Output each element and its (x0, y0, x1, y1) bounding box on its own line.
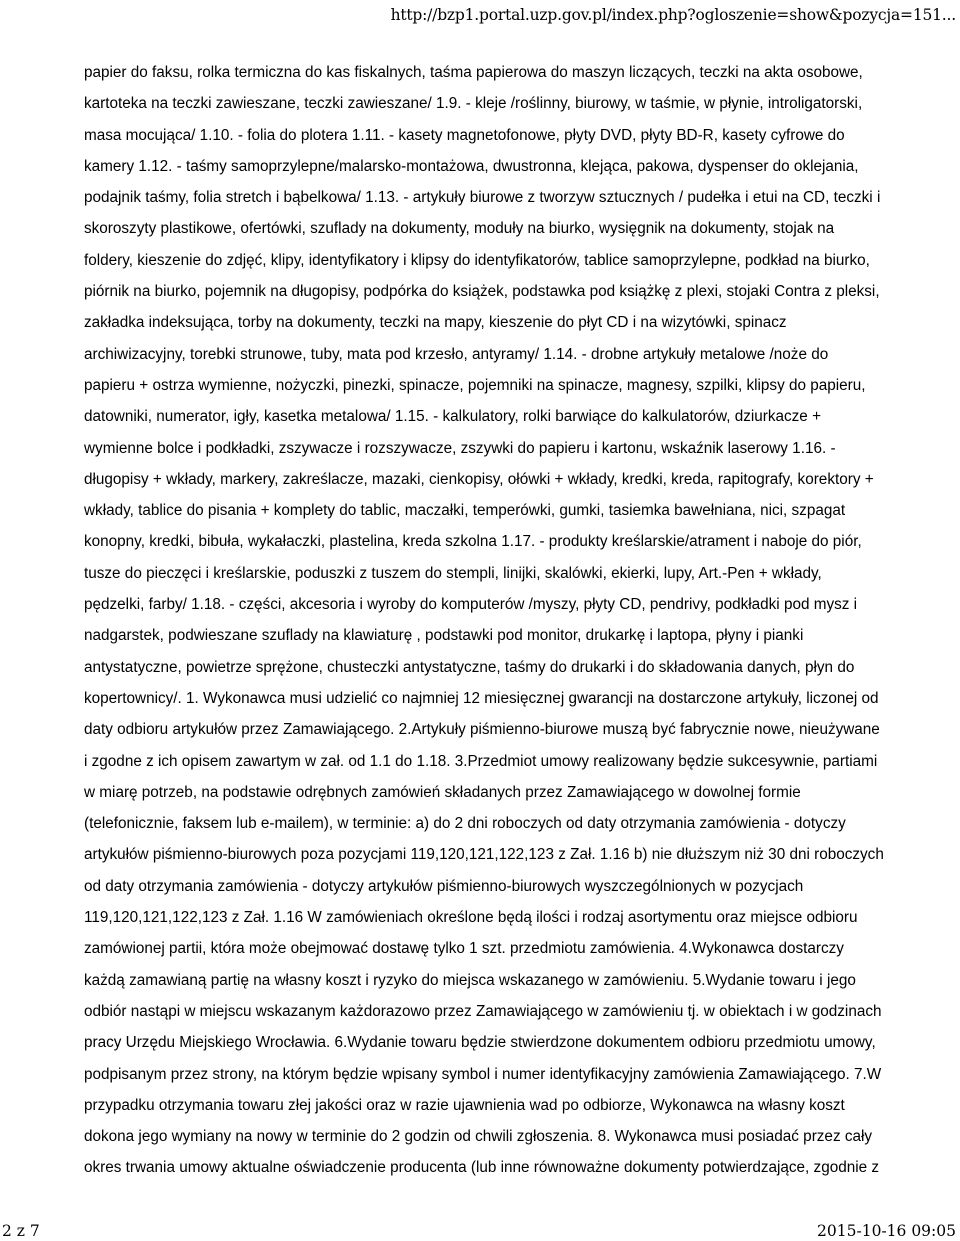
page-indicator: 2 z 7 (2, 1222, 40, 1240)
text-line: konopny, kredki, bibuła, wykałaczki, plastelina, kreda szkolna 1.17. - produkty kreślarskie/atrament i naboje do piór, (84, 533, 862, 551)
text-line: tusze do pieczęci i kreślarskie, poduszki z tuszem do stempli, linijki, skalówki, ekierki, lupy, Art.-Pen + wkłady, (84, 564, 822, 582)
page-url: http://bzp1.portal.uzp.gov.pl/index.php?ogloszenie=show&pozycja=151... (390, 6, 956, 24)
text-line: okres trwania umowy aktualne oświadczenie producenta (lub inne równoważne dokumenty potwierdzające, zgodnie z (84, 1159, 880, 1177)
text-line: przypadku otrzymania towaru złej jakości oraz w razie ujawnienia wad po odbiorze, Wykonawca na własny koszt (84, 1096, 845, 1114)
text-line: w miarę potrzeb, na podstawie odrębnych zamówień składanych przez Zamawiającego w dowolnej formie (84, 783, 801, 801)
text-line: podajnik taśmy, folia stretch i bąbelkowa/ 1.13. - artykuły biurowe z tworzyw sztucznych / pudełka i etui na CD, teczki i (84, 189, 881, 207)
text-line: wymienne bolce i podkładki, zszywacze i rozszywacze, zszywki do papieru i kartonu, wskaźnik laserowy 1.16. - (84, 439, 836, 457)
text-line: kamery 1.12. - taśmy samoprzylepne/malarsko-montażowa, dwustronna, klejąca, pakowa, dyspenser do oklejania, (84, 157, 859, 175)
text-line: podpisanym przez strony, na którym będzie wpisany symbol i numer identyfikacyjny zamówienia Zamawiającego. 7.W (84, 1065, 882, 1083)
text-line: antystatyczne, powietrze sprężone, chusteczki antystatyczne, taśmy do drukarki i do składowania danych, płyn do (84, 658, 855, 676)
text-line: piórnik na biurko, pojemnik na długopisy, podpórka do książek, podstawka pod książkę z plexi, stojaki Contra z pleksi, (84, 283, 880, 301)
text-line: artykułów piśmienno-biurowych poza pozycjami 119,120,121,122,123 z Zał. 1.16 b) nie dłuższym niż 30 dni roboczych (84, 846, 884, 864)
text-line: masa mocująca/ 1.10. - folia do plotera 1.11. - kasety magnetofonowe, płyty DVD, płyty BD-R, kasety cyfrowe do (84, 126, 845, 144)
text-line: długopisy + wkłady, markery, zakreślacze, mazaki, cienkopisy, ołówki + wkłady, kredki, kreda, rapitografy, korektory + (84, 470, 874, 488)
text-line: wkłady, tablice do pisania + komplety do tablic, maczałki, temperówki, gumki, tasiemka bawełniana, nici, szpagat (84, 502, 846, 520)
text-line: datowniki, numerator, igły, kasetka metalowa/ 1.15. - kalkulatory, rolki barwiące do kalkulatorów, dziurkacze + (84, 408, 821, 426)
text-line: daty odbioru artykułów przez Zamawiającego. 2.Artykuły piśmienno-biurowe muszą być fabrycznie nowe, nieużywane (84, 721, 880, 739)
text-line: kopertownicy/. 1. Wykonawca musi udzielić co najmniej 12 miesięcznej gwarancji na dostarczone artykuły, liczonej od (84, 689, 879, 707)
text-line: zamówionej partii, która może obejmować dostawę tylko 1 szt. przedmiotu zamówienia. 4.Wykonawca dostarczy (84, 940, 844, 958)
text-line: kartoteka na teczki zawieszane, teczki zawieszane/ 1.9. - kleje /roślinny, biurowy, w taśmie, w płynie, introligatorski, (84, 95, 863, 113)
text-line: zakładka indeksująca, torby na dokumenty, teczki na mapy, kieszenie do płyt CD i na wizytówki, spinacz (84, 314, 787, 332)
text-line: nadgarstek, podwieszane szuflady na klawiaturę , podstawki pod monitor, drukarkę i laptopa, płyny i pianki (84, 627, 804, 645)
print-timestamp: 2015-10-16 09:05 (817, 1222, 956, 1240)
text-line: papier do faksu, rolka termiczna do kas fiskalnych, taśma papierowa do maszyn liczących, teczki na akta osobowe, (84, 64, 863, 81)
text-line: odbiór nastąpi w miejscu wskazanym każdorazowo przez Zamawiającego w zamówieniu tj. w obiektach i w godzinach (84, 1002, 882, 1020)
text-line: foldery, kieszenie do zdjęć, klipy, identyfikatory i klipsy do identyfikatorów, tablice samoprzylepne, podkład na biurko, (84, 251, 870, 269)
text-line: papieru + ostrza wymienne, nożyczki, pinezki, spinacze, pojemniki na spinacze, magnesy, szpilki, klipsy do papieru, (84, 376, 866, 394)
text-line: (telefonicznie, faksem lub e-mailem), w terminie: a) do 2 dni roboczych od daty otrzymania zamówienia - dotyczy (84, 815, 846, 833)
text-line: i zgodne z ich opisem zawartym w zał. od 1.1 do 1.18. 3.Przedmiot umowy realizowany będzie sukcesywnie, partiami (84, 752, 878, 770)
text-line: skoroszyty plastikowe, ofertówki, szuflady na dokumenty, moduły na biurko, wysięgnik na dokumenty, stojak na (84, 220, 835, 238)
text-line: dokona jego wymiany na nowy w terminie do 2 godzin od chwili zgłoszenia. 8. Wykonawca musi posiadać przez cały (84, 1128, 873, 1146)
text-line: 119,120,121,122,123 z Zał. 1.16 W zamówieniach określone będą ilości i rodzaj asortymentu oraz miejsce odbioru (84, 909, 858, 927)
text-line: każdą zamawianą partię na własny koszt i ryzyko do miejsca wskazanego w zamówieniu. 5.Wydanie towaru i jego (84, 971, 856, 989)
text-line: pracy Urzędu Miejskiego Wrocławia. 6.Wydanie towaru będzie stwierdzone dokumentem odbioru przedmiotu umowy, (84, 1034, 876, 1052)
text-line: archiwizacyjny, torebki strunowe, tuby, mata pod krzesło, antyramy/ 1.14. - drobne artykuły metalowe /noże do (84, 345, 829, 363)
text-line: od daty otrzymania zamówienia - dotyczy artykułów piśmienno-biurowych wyszczególnionych w pozycjach (84, 877, 804, 895)
text-line: pędzelki, farby/ 1.18. - części, akcesoria i wyroby do komputerów /myszy, płyty CD, pendrivy, podkładki pod mysz i (84, 596, 858, 614)
document-body (84, 57, 896, 1184)
